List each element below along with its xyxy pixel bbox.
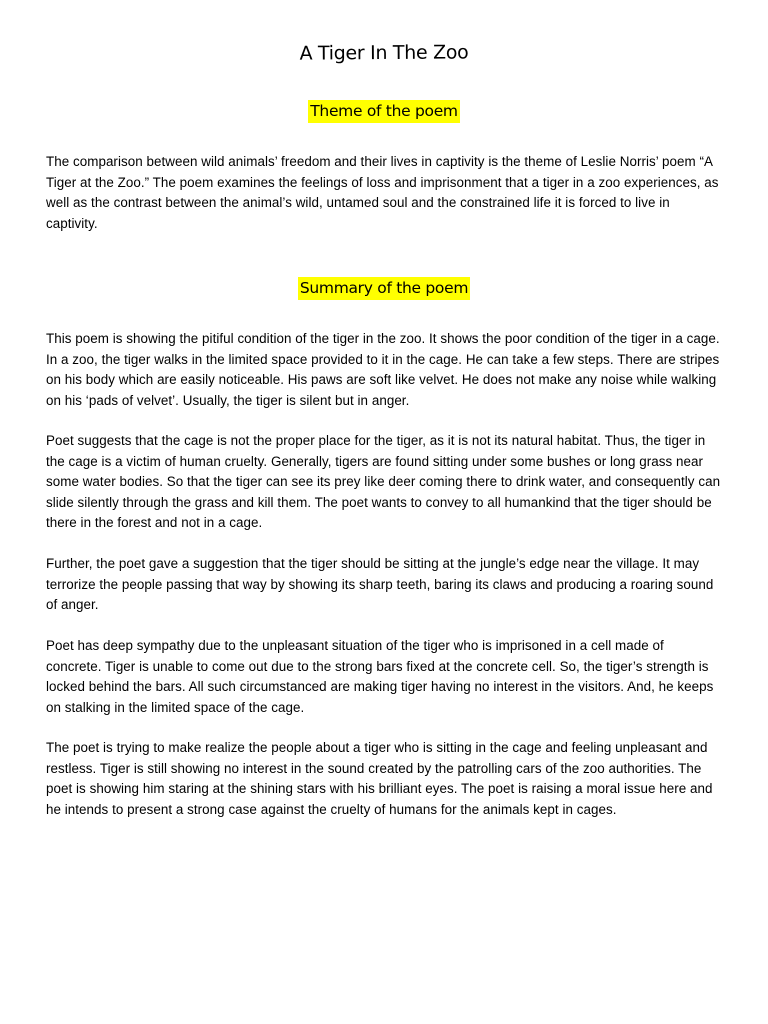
summary-paragraph-4: Poet has deep sympathy due to the unpleasant situation of the tiger who is imprisoned in a cell made of concrete. Tiger is unable to come out due to the strong bars fixed at the concrete cell. So, the tiger’s strength is locked behind the bars. All such circumstanced are making tiger having no interest in the visitors. And, he keeps on stalking in the limited space of the cage.: [46, 638, 714, 715]
theme-section-heading: Theme of the poem: [308, 100, 459, 123]
theme-section-heading-wrap: [0, 100, 768, 123]
summary-section-heading: Summary of the poem: [298, 277, 470, 300]
theme-paragraph: The comparison between wild animals’ freedom and their lives in captivity is the theme of Leslie Norris’ poem “A Tiger at the Zoo.” The poem examines the feelings of loss and imprisonment that a tiger in a zoo experiences, as well as the contrast between the animal’s wild, untamed soul and the constrained life it is forced to live in captivity.: [46, 154, 719, 231]
summary-paragraph-5: The poet is trying to make realize the people about a tiger who is sitting in the cage and feeling unpleasant and restless. Tiger is still showing no interest in the sound created by the patrolling cars of the zoo authorities. The poet is showing him staring at the shining stars with his brilliant eyes. The poet is raising a moral issue here and he intends to present a strong case against the cruelty of humans for the animals kept in cages.: [46, 740, 713, 817]
summary-paragraph-2: Poet suggests that the cage is not the proper place for the tiger, as it is not its natural habitat. Thus, the tiger in the cage is a victim of human cruelty. Generally, tigers are found sitting under some bushes or long grass near some water bodies. So that the tiger can see its prey like deer coming there to drink water, and consequently can slide silently through the grass and kill them. The poet wants to convey to all humankind that the tiger should be there in the forest and not in a cage.: [46, 433, 721, 531]
summary-section-heading-wrap: [0, 277, 768, 300]
summary-paragraph-3: Further, the poet gave a suggestion that the tiger should be sitting at the jungle’s edge near the village. It may terrorize the people passing that way by showing its sharp teeth, baring its claws and producing a roaring sound of anger.: [46, 556, 714, 613]
document-title: A Tiger In The Zoo: [299, 41, 469, 65]
summary-paragraph-1: This poem is showing the pitiful condition of the tiger in the zoo. It shows the poor condition of the tiger in a cage. In a zoo, the tiger walks in the limited space provided to it in the cage. He can take a few steps. There are stripes on his body which are easily noticeable. His paws are soft like velvet. He does not make any noise while walking on his ‘pads of velvet’. Usually, the tiger is silent but in anger.: [46, 331, 720, 408]
